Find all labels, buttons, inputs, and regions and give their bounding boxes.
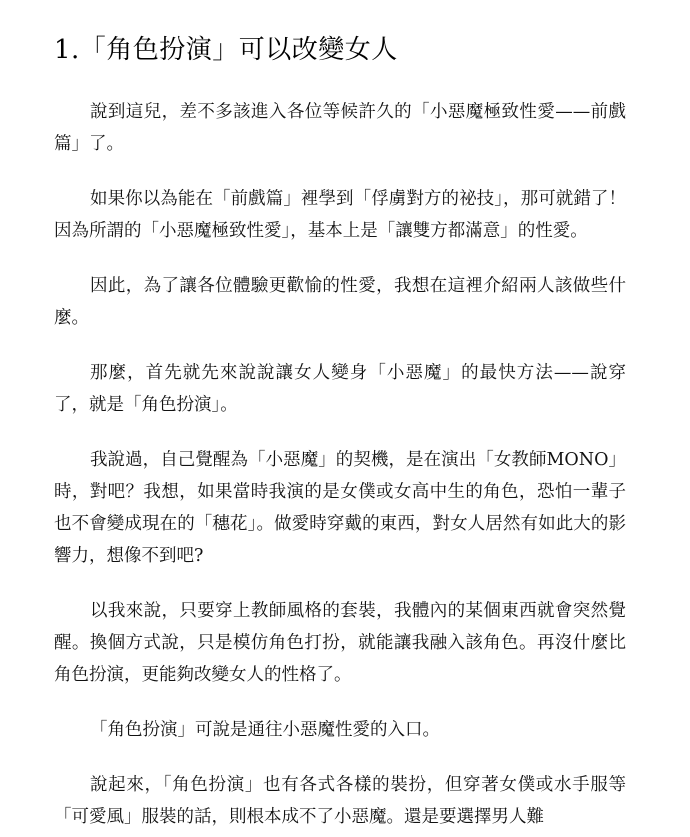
paragraph-7: 「角色扮演」可說是通往小惡魔性愛的入口。: [90, 720, 440, 740]
section-heading: 1.「角色扮演」可以改變女人: [54, 35, 398, 65]
paragraph-6: 以我來說，只要穿上教師風格的套裝，我體內的某個東西就會突然覺醒。換個方式說，只是模仿角色打扮，就能讓我融入該角色。再沒什麼比角色扮演，更能夠改變女人的性格了。: [54, 601, 626, 685]
paragraph-3: 因此，為了讓各位體驗更歡愉的性愛，我想在這裡介紹兩人該做些什麼。: [54, 276, 626, 328]
paragraph-8: 說起來，「角色扮演」也有各式各樣的裝扮，但穿著女僕或水手服等「可愛風」服裝的話，則根本成不了小惡魔。還是要選擇男人難: [54, 775, 626, 827]
body-text: [54, 96, 626, 833]
paragraph-1: 說到這兒，差不多該進入各位等候許久的「小惡魔極致性愛——前戲篇」了。: [54, 102, 626, 154]
paragraph-2: 如果你以為能在「前戲篇」裡學到「俘虜對方的祕技」，那可就錯了！因為所謂的「小惡魔極致性愛」，基本上是「讓雙方都滿意」的性愛。: [54, 189, 626, 241]
paragraph-4: 那麼，首先就先來說說讓女人變身「小惡魔」的最快方法——說穿了，就是「角色扮演」。: [54, 363, 626, 415]
paragraph-5: 我說過，自己覺醒為「小惡魔」的契機，是在演出「女教師MONO」時，對吧？我想，如果當時我演的是女僕或女高中生的角色，恐怕一輩子也不會變成現在的「穗花」。做愛時穿戴的東西，對女人居然有如此大的影響力，想像不到吧?: [54, 450, 626, 566]
